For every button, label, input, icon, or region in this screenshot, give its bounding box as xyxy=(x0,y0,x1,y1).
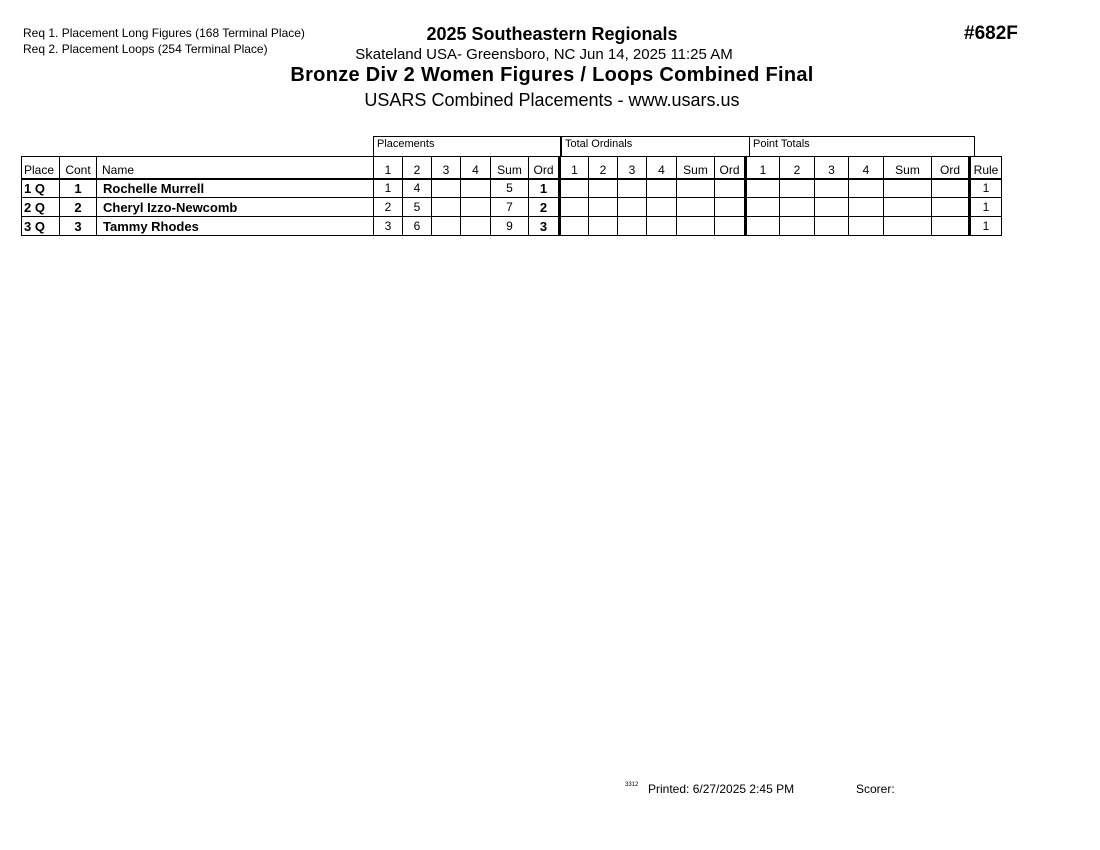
place-cell: 1 Q xyxy=(22,179,60,198)
table-header-row xyxy=(22,157,1002,179)
points-4-cell xyxy=(849,198,884,217)
ordinal-ord-cell xyxy=(715,217,746,236)
placement-1-cell: 3 xyxy=(374,217,403,236)
skater-name: Rochelle Murrell xyxy=(97,179,374,198)
col-points-1: 1 xyxy=(746,157,780,179)
col-placement-ord: Ord xyxy=(529,157,560,179)
col-placement-sum: Sum xyxy=(491,157,529,179)
rule-cell: 1 xyxy=(970,217,1002,236)
cont-cell: 3 xyxy=(60,217,97,236)
col-points-ord: Ord xyxy=(932,157,970,179)
footer-mark: 3312 xyxy=(625,782,639,788)
placement-1-cell: 1 xyxy=(374,179,403,198)
group-header-point-totals: Point Totals xyxy=(749,136,975,156)
ordinal-1-cell xyxy=(560,179,589,198)
placement-sum-cell: 9 xyxy=(491,217,529,236)
ordinal-3-cell xyxy=(618,198,647,217)
page-subtitle: USARS Combined Placements - www.usars.us xyxy=(364,90,740,110)
placement-2-cell: 6 xyxy=(403,217,432,236)
ordinal-3-cell xyxy=(618,179,647,198)
placement-sum-cell: 7 xyxy=(491,198,529,217)
placement-3-cell xyxy=(432,198,461,217)
scorer-label: Scorer: xyxy=(856,782,895,796)
points-2-cell xyxy=(780,217,815,236)
points-3-cell xyxy=(815,217,849,236)
event-code: #682F xyxy=(964,23,1018,44)
rule-cell: 1 xyxy=(970,198,1002,217)
ordinal-2-cell xyxy=(589,198,618,217)
placement-ord-cell: 1 xyxy=(529,179,560,198)
col-ordinal-ord: Ord xyxy=(715,157,746,179)
skater-name: Cheryl Izzo-Newcomb xyxy=(97,198,374,217)
placement-4-cell xyxy=(461,179,491,198)
placement-2-cell: 5 xyxy=(403,198,432,217)
placement-3-cell xyxy=(432,217,461,236)
ordinal-1-cell xyxy=(560,217,589,236)
event-title: 2025 Southeastern Regionals xyxy=(426,24,678,44)
cont-cell: 2 xyxy=(60,198,97,217)
table-row xyxy=(22,179,1002,198)
cont-cell: 1 xyxy=(60,179,97,198)
col-points-4: 4 xyxy=(849,157,884,179)
points-4-cell xyxy=(849,179,884,198)
group-header-placements: Placements xyxy=(373,136,561,156)
ordinal-2-cell xyxy=(589,217,618,236)
placement-ord-cell: 3 xyxy=(529,217,560,236)
col-place: Place xyxy=(22,157,60,179)
col-ordinal-1: 1 xyxy=(560,157,589,179)
ordinal-sum-cell xyxy=(677,198,715,217)
col-placement-1: 1 xyxy=(374,157,403,179)
points-ord-cell xyxy=(932,217,970,236)
points-ord-cell xyxy=(932,198,970,217)
col-placement-2: 2 xyxy=(403,157,432,179)
col-points-3: 3 xyxy=(815,157,849,179)
col-name: Name xyxy=(97,157,374,179)
requirement-1: Req 1. Placement Long Figures (168 Terminal Place) xyxy=(23,26,305,40)
placement-4-cell xyxy=(461,198,491,217)
ordinal-ord-cell xyxy=(715,198,746,217)
col-points-2: 2 xyxy=(780,157,815,179)
ordinal-sum-cell xyxy=(677,179,715,198)
points-sum-cell xyxy=(884,179,932,198)
col-points-sum: Sum xyxy=(884,157,932,179)
ordinal-ord-cell xyxy=(715,179,746,198)
points-1-cell xyxy=(746,179,780,198)
placement-3-cell xyxy=(432,179,461,198)
placement-sum-cell: 5 xyxy=(491,179,529,198)
col-cont: Cont xyxy=(60,157,97,179)
col-placement-4: 4 xyxy=(461,157,491,179)
results-table xyxy=(21,156,1002,236)
page-title: Bronze Div 2 Women Figures / Loops Combined Final xyxy=(290,64,814,86)
col-placement-3: 3 xyxy=(432,157,461,179)
table-row xyxy=(22,217,1002,236)
ordinal-sum-cell xyxy=(677,217,715,236)
placement-2-cell: 4 xyxy=(403,179,432,198)
col-ordinal-2: 2 xyxy=(589,157,618,179)
points-1-cell xyxy=(746,198,780,217)
placement-1-cell: 2 xyxy=(374,198,403,217)
ordinal-4-cell xyxy=(647,217,677,236)
col-ordinal-3: 3 xyxy=(618,157,647,179)
col-ordinal-4: 4 xyxy=(647,157,677,179)
points-ord-cell xyxy=(932,179,970,198)
table-row xyxy=(22,198,1002,217)
points-2-cell xyxy=(780,198,815,217)
placement-4-cell xyxy=(461,217,491,236)
points-2-cell xyxy=(780,179,815,198)
rule-cell: 1 xyxy=(970,179,1002,198)
placement-ord-cell: 2 xyxy=(529,198,560,217)
place-cell: 2 Q xyxy=(22,198,60,217)
points-sum-cell xyxy=(884,217,932,236)
points-3-cell xyxy=(815,179,849,198)
place-cell: 3 Q xyxy=(22,217,60,236)
col-ordinal-sum: Sum xyxy=(677,157,715,179)
col-rule: Rule xyxy=(970,157,1002,179)
event-location-date: Skateland USA- Greensboro, NC Jun 14, 2025 11:25 AM xyxy=(355,46,733,63)
ordinal-3-cell xyxy=(618,217,647,236)
points-sum-cell xyxy=(884,198,932,217)
group-header-total-ordinals: Total Ordinals xyxy=(561,136,750,156)
ordinal-4-cell xyxy=(647,179,677,198)
ordinal-1-cell xyxy=(560,198,589,217)
points-3-cell xyxy=(815,198,849,217)
requirement-2: Req 2. Placement Loops (254 Terminal Place) xyxy=(23,42,268,56)
ordinal-4-cell xyxy=(647,198,677,217)
printed-timestamp: Printed: 6/27/2025 2:45 PM xyxy=(648,782,795,796)
skater-name: Tammy Rhodes xyxy=(97,217,374,236)
ordinal-2-cell xyxy=(589,179,618,198)
points-4-cell xyxy=(849,217,884,236)
points-1-cell xyxy=(746,217,780,236)
